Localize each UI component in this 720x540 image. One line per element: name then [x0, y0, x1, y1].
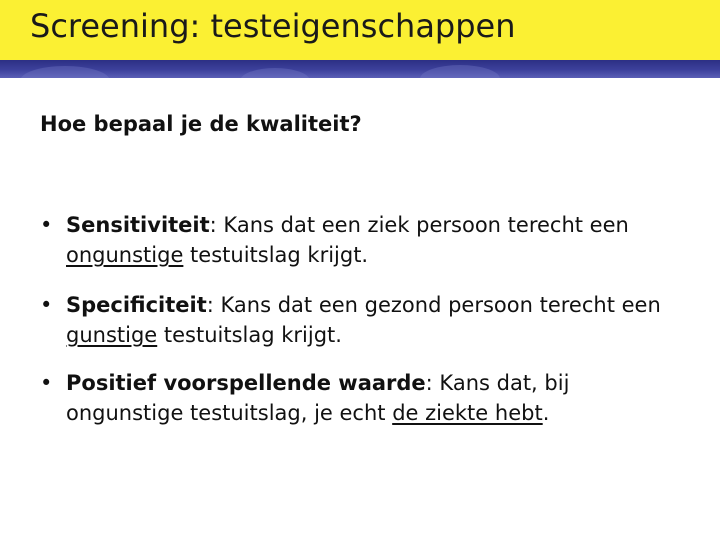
title-rule-band: [0, 60, 720, 78]
bullet-definition: : Kans dat een ziek persoon terecht een: [209, 213, 629, 237]
bullet-term: Specificiteit: [66, 293, 207, 317]
bullet-text: [66, 290, 686, 350]
bullet-icon: •: [40, 371, 53, 395]
bullet-definition: : Kans dat een gezond persoon terecht een: [206, 293, 661, 317]
subheading: Hoe bepaal je de kwaliteit?: [40, 112, 362, 136]
decorative-wave: [20, 66, 110, 78]
bullet-definition-end: testuitslag krijgt.: [157, 323, 342, 347]
bullet-text: [66, 368, 686, 428]
bullet-icon: •: [40, 293, 53, 317]
title-band: [0, 0, 720, 60]
bullet-definition: : Kans dat, bij ongunstige testuitslag, je echt: [66, 371, 570, 425]
decorative-wave: [240, 68, 310, 78]
decorative-wave: [420, 65, 500, 78]
bullet-definition-end: testuitslag krijgt.: [183, 243, 369, 267]
slide-title: Screening: testeigenschappen: [30, 7, 516, 45]
bullet-text: [66, 210, 686, 270]
bullet-icon: •: [40, 213, 53, 237]
bullet-underlined-phrase: de ziekte hebt: [392, 401, 543, 425]
bullet-underlined-phrase: ongunstige: [66, 243, 184, 267]
bullet-underlined-phrase: gunstige: [66, 323, 158, 347]
bullet-definition-end: .: [542, 401, 550, 425]
bullet-term: Positief voorspellende waarde: [66, 371, 426, 395]
bullet-term: Sensitiviteit: [66, 213, 210, 237]
